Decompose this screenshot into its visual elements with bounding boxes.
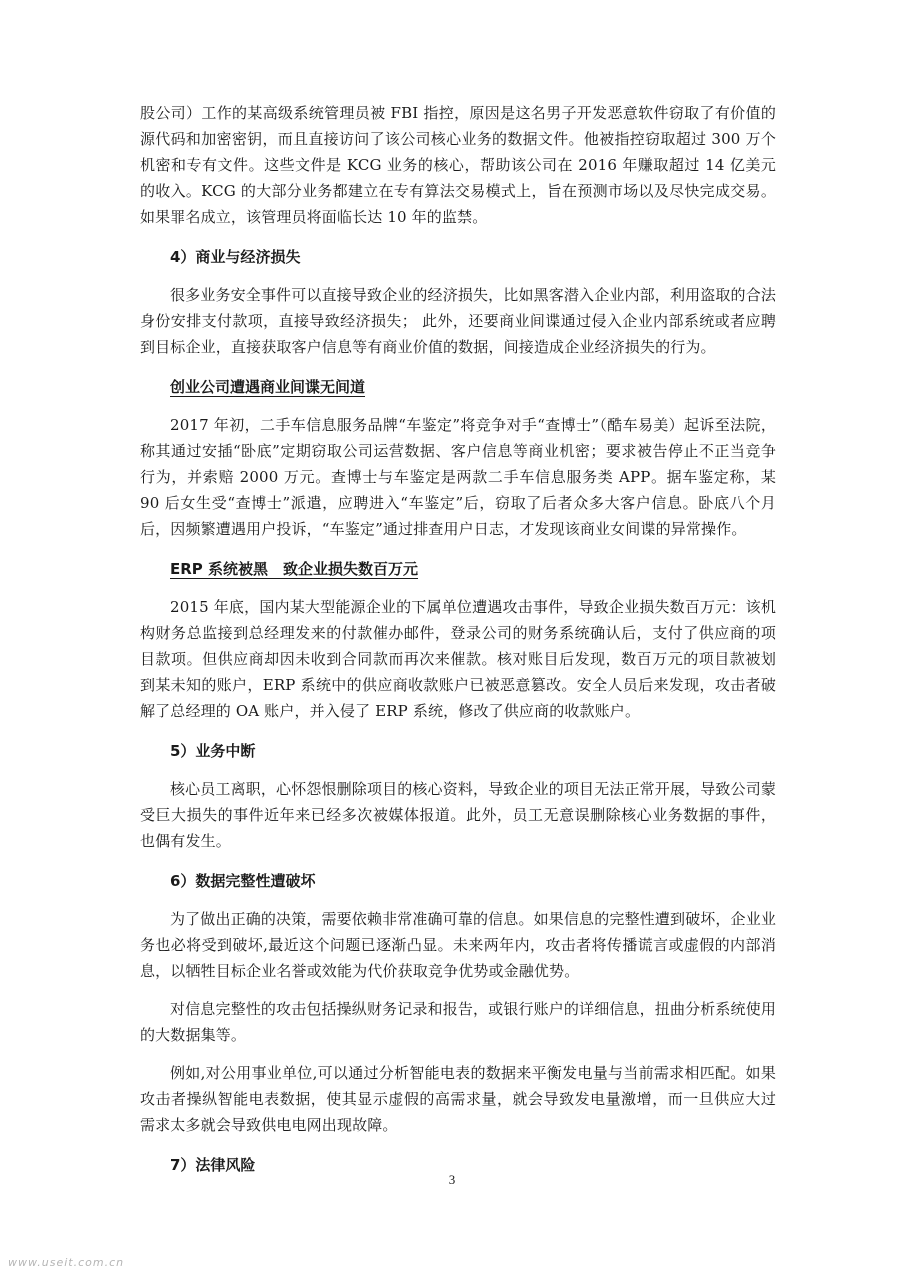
paragraph-erp-hack: 2015 年底，国内某大型能源企业的下属单位遭遇攻击事件，导致企业损失数百万元：该机构财务总监接到总经理发来的付款催办邮件，登录公司的财务系统确认后，支付了供应商的项目款项。但供应商却因未收到合同款而再次来催款。核对账目后发现，数百万元的项目款被划到某未知的账户，ERP 系统中的供应商收款账户已被恶意篡改。安全人员后来发现，攻击者破解了总经理的 OA 账户，并入侵了 ERP 系统，修改了供应商的收款账户。 [140, 598, 776, 720]
site-watermark: www.useit.com.cn [8, 1256, 125, 1269]
paragraph-business-interruption: 核心员工离职，心怀怨恨删除项目的核心资料，导致企业的项目无法正常开展，导致公司蒙受巨大损失的事件近年来已经多次被媒体报道。此外，员工无意误删除核心业务数据的事件，也偶有发生。 [140, 780, 777, 850]
section-heading-6: 6）数据完整性遭破坏 [170, 872, 316, 890]
paragraph-data-integrity: 为了做出正确的决策，需要依赖非常准确可靠的信息。如果信息的完整性遭到破坏，企业业务也必将受到破坏,最近这个问题已逐渐凸显。未来两年内，攻击者将传播谎言或虚假的内部消息，以牺牲目标企业名誉或效能为代价获取竞争优势或金融优势。 [140, 910, 777, 980]
section-heading-4: 4）商业与经济损失 [170, 248, 301, 266]
paragraph-kcg-case: 股公司）工作的某高级系统管理员被 FBI 指控，原因是这名男子开发恶意软件窃取了有价值的源代码和加密密钥，而且直接访问了该公司核心业务的数据文件。他被指控窃取超过 300 万个机密和专有文件。这些文件是 KCG 业务的核心，帮助该公司在 2016 年赚取超过 14 亿美元的收入。KCG 的大部分业务都建立在专有算法交易模式上，旨在预测市场以及尽快完成交易。如果罪名成立，该管理员将面临长达 10 年的监禁。 [140, 104, 776, 226]
section-heading-7: 7）法律风险 [170, 1156, 256, 1174]
document-body [140, 100, 776, 1178]
paragraph-integrity-attacks: 对信息完整性的攻击包括操纵财务记录和报告，或银行账户的详细信息，扭曲分析系统使用的大数据集等。 [140, 1000, 777, 1044]
section-heading-5: 5）业务中断 [170, 742, 256, 760]
paragraph-smart-meter: 例如,对公用事业单位,可以通过分析智能电表的数据来平衡发电量与当前需求相匹配。如果攻击者操纵智能电表数据，使其显示虚假的高需求量，就会导致发电量激增，而一旦供应大过需求太多就会导致供电电网出现故障。 [140, 1064, 776, 1134]
paragraph-startup-spy: 2017 年初，二手车信息服务品牌“车鉴定”将竞争对手“查博士”（酷车易美）起诉至法院，称其通过安插“卧底”定期窃取公司运营数据、客户信息等商业机密；要求被告停止不正当竞争行为，并索赔 2000 万元。查博士与车鉴定是两款二手车信息服务类 APP。据车鉴定称，某 90 后女生受“查博士”派遣，应聘进入“车鉴定”后，窃取了后者众多大客户信息。卧底八个月后，因频繁遭遇用户投诉，“车鉴定”通过排查用户日志，才发现该商业女间谍的异常操作。 [140, 416, 776, 538]
page-number: 3 [448, 1172, 456, 1187]
case-title-startup-spy: 创业公司遭遇商业间谍无间道 [170, 378, 366, 396]
paragraph-economic-loss: 很多业务安全事件可以直接导致企业的经济损失，比如黑客潜入企业内部，利用盗取的合法身份安排支付款项，直接导致经济损失； 此外，还要商业间谍通过侵入企业内部系统或者应聘到目标企业，直接获取客户信息等有商业价值的数据，间接造成企业经济损失的行为。 [140, 286, 777, 356]
case-title-erp-hack: ERP 系统被黑 致企业损失数百万元 [170, 560, 419, 578]
